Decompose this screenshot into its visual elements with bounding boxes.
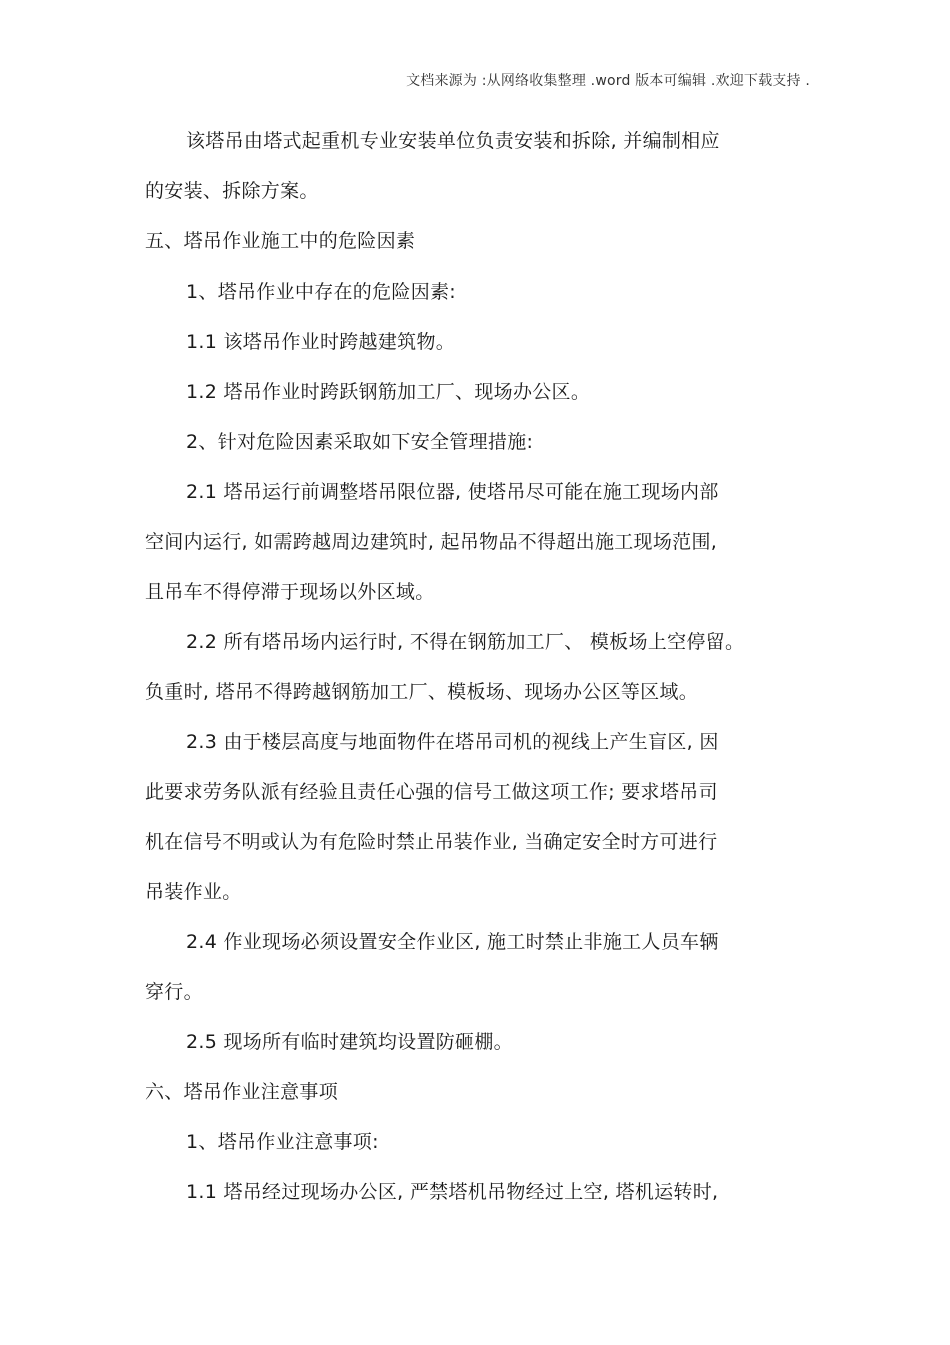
page-header: 文档来源为 :从网络收集整理 .word 版本可编辑 .欢迎下载支持 . bbox=[406, 73, 810, 89]
paragraph-line: 1.1 塔吊经过现场办公区, 严禁塔机吊物经过上空, 塔机运转时, bbox=[186, 1181, 719, 1203]
paragraph-line: 1.1 该塔吊作业时跨越建筑物。 bbox=[186, 331, 456, 353]
paragraph-line: 吊装作业。 bbox=[145, 881, 242, 903]
section-heading: 六、塔吊作业注意事项 bbox=[145, 1081, 339, 1103]
paragraph-line: 2.2 所有塔吊场内运行时, 不得在钢筋加工厂、 模板场上空停留。 bbox=[186, 631, 745, 653]
paragraph-line: 2.4 作业现场必须设置安全作业区, 施工时禁止非施工人员车辆 bbox=[186, 931, 719, 953]
paragraph-line: 穿行。 bbox=[145, 981, 203, 1003]
subsection-heading: 1、塔吊作业中存在的危险因素: bbox=[186, 281, 456, 303]
paragraph-line: 2.1 塔吊运行前调整塔吊限位器, 使塔吊尽可能在施工现场内部 bbox=[186, 481, 719, 503]
paragraph-line: 2.5 现场所有临时建筑均设置防砸棚。 bbox=[186, 1031, 513, 1053]
section-heading: 五、塔吊作业施工中的危险因素 bbox=[145, 230, 416, 252]
paragraph-line: 空间内运行, 如需跨越周边建筑时, 起吊物品不得超出施工现场范围, bbox=[145, 531, 718, 553]
subsection-heading: 2、针对危险因素采取如下安全管理措施: bbox=[186, 431, 534, 453]
subsection-heading: 1、塔吊作业注意事项: bbox=[186, 1131, 379, 1153]
paragraph-line: 2.3 由于楼层高度与地面物件在塔吊司机的视线上产生盲区, 因 bbox=[186, 731, 719, 753]
paragraph-line: 负重时, 塔吊不得跨越钢筋加工厂、模板场、现场办公区等区域。 bbox=[145, 681, 699, 703]
paragraph-line: 机在信号不明或认为有危险时禁止吊装作业, 当确定安全时方可进行 bbox=[145, 831, 718, 853]
paragraph-line: 的安装、拆除方案。 bbox=[145, 180, 319, 202]
paragraph-line: 该塔吊由塔式起重机专业安装单位负责安装和拆除, 并编制相应 bbox=[186, 130, 720, 152]
paragraph-line: 1.2 塔吊作业时跨跃钢筋加工厂、现场办公区。 bbox=[186, 381, 591, 403]
paragraph-line: 此要求劳务队派有经验且责任心强的信号工做这项工作; 要求塔吊司 bbox=[145, 781, 718, 803]
paragraph-line: 且吊车不得停滞于现场以外区域。 bbox=[145, 581, 435, 603]
